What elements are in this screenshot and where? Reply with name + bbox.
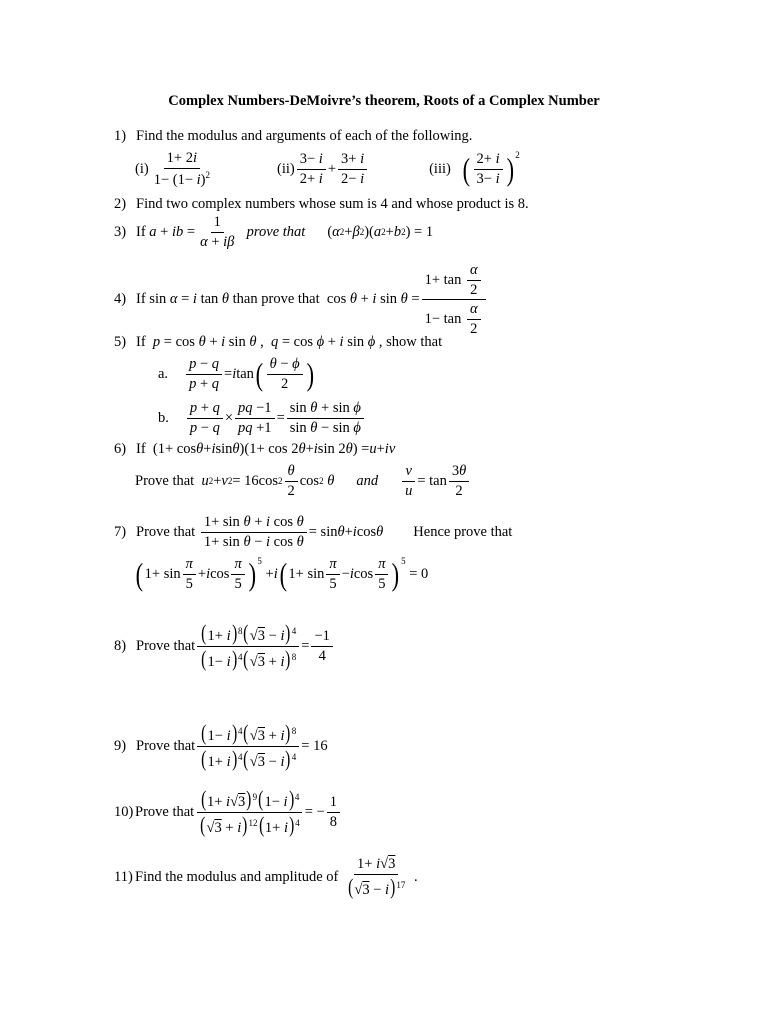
fraction-q8: $(1+ i)^8(√3 - i)^4$ $(1- i)^4(√3 + i)^8$ xyxy=(197,622,299,670)
question-8: 8) Prove that $(1+ i)^8(√3 - i)^4$ $(1- i)^4(√3 + i)^8$ = −1 4 xyxy=(114,622,335,670)
question-7: 7) Prove that 1+ sin θ + i cos θ 1+ sin θ − i cos θ = sin θ + i cos θ Hence prove that xyxy=(114,514,513,550)
fraction-part-i: 1+ 2i $1- (1- i)^2$ xyxy=(153,150,210,188)
question-7-hence: ( 1+ sin π 5 + i cos π 5 ) 5 + i ( 1+ sin π 5 − i cos π 5 ) 5 = 0 xyxy=(135,556,429,593)
question-1-text: Find the modulus and arguments of each of the following. xyxy=(136,128,473,144)
question-2: 2) Find two complex numbers whose sum is 4 and whose product is 8. xyxy=(114,196,529,212)
question-5: 5) If p = cos θ + i sin θ , q = cos ϕ + i sin ϕ , show that xyxy=(114,334,443,350)
question-1-parts: (i) 1+ 2i $1- (1- i)^2$ (ii) 3− i 2+ i + 3+ i 2− i (iii) ( 2+ i 3− i ) 2 xyxy=(135,150,520,188)
fraction-q10: $(1+ i√3)^9(1- i)^4$ $(√3 + i)^{12}(1+ i)^4$ xyxy=(196,788,303,836)
question-1: 1) Find the modulus and arguments of each of the following. xyxy=(114,128,473,144)
fraction-q11: 1+ i√3 $(√3 - i)^{17}$ xyxy=(348,856,406,899)
fraction-q9: $(1- i)^4(√3 + i)^8$ $(1+ i)^4(√3 - i)^4$ xyxy=(197,722,299,770)
fraction-q3: 1 α + iβ xyxy=(200,214,235,250)
page-title: Complex Numbers-DeMoivre’s theorem, Roots of a Complex Number xyxy=(168,93,600,109)
question-3: 3) If a + ib = 1 α + iβ prove that ( α 2 + β 2 )( a 2 + b 2 ) = 1 xyxy=(114,214,434,250)
fraction-q4: 1+ tan α 2 1− tan α 2 xyxy=(422,262,486,338)
question-5a: a. p − q p + q = i tan ( θ − ϕ 2 ) xyxy=(158,356,314,393)
fraction-part-iii: 2+ i 3− i xyxy=(474,151,503,187)
question-11: 11) Find the modulus and amplitude of 1+ i√3 $(√3 - i)^{17}$ . xyxy=(114,856,418,899)
fraction-part-ii-a: 3− i 2+ i xyxy=(297,151,326,187)
question-4: 4) If sin α = i tan θ than prove that cos θ + i sin θ = 1+ tan α 2 1− tan α 2 xyxy=(114,262,488,338)
question-9: 9) Prove that $(1- i)^4(√3 + i)^8$ $(1+ i)^4(√3 - i)^4$ = 16 xyxy=(114,720,328,771)
question-6-prove: Prove that u 2 + v 2 = 16cos 2 θ 2 cos 2 θ and v u = tan 3θ 2 xyxy=(135,463,471,499)
question-6: 6) If (1+ cos θ + i sin θ )(1+ cos 2 θ + i sin 2 θ ) = u + iv xyxy=(114,441,396,457)
question-5b: b. p + q p − q × pq −1 pq +1 = sin θ + sin ϕ sin θ − sin ϕ xyxy=(158,400,366,436)
question-10: 10) Prove that $(1+ i√3)^9(1- i)^4$ $(√3 + i)^{12}(1+ i)^4$ = − 1 8 xyxy=(114,788,342,836)
fraction-part-ii-b: 3+ i 2− i xyxy=(338,151,367,187)
